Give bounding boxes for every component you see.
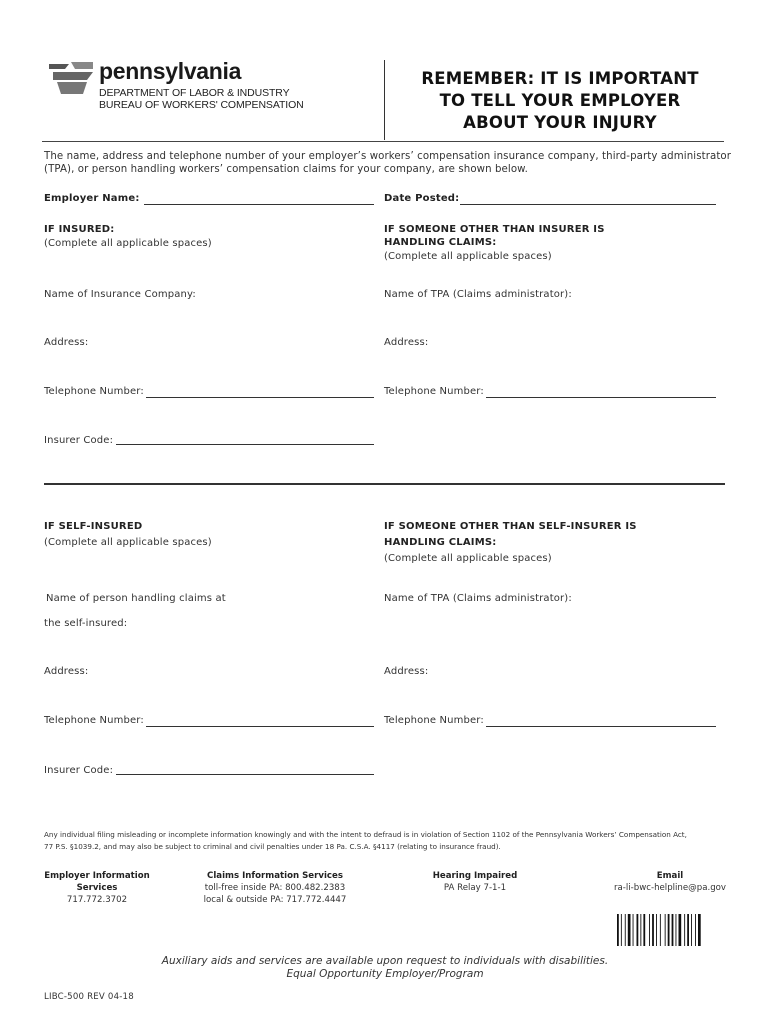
self-tpa-phone-label: Telephone Number: [384,715,484,726]
self-insured-note: (Complete all applicable spaces) [44,537,212,548]
insured-note: (Complete all applicable spaces) [44,238,212,249]
fraud-warning [44,829,734,853]
self-other-heading: HANDLING CLAIMS: [384,537,497,548]
insured-other-heading: IF SOMEONE OTHER THAN INSURER IS [384,224,605,235]
contact-phone: 717.772.3702 [66,895,128,905]
self-insurer-code-field[interactable] [116,774,374,775]
insured-address-label: Address: [44,337,89,348]
form-revision: LIBC-500 REV 04-18 [44,992,134,1002]
date-posted-field[interactable] [460,204,716,205]
header-divider [384,60,385,140]
intro-line: (TPA), or person handling workers’ compensation claims for your company, are shown below. [44,164,529,175]
insurer-code-field[interactable] [116,444,374,445]
email-contact [590,870,750,894]
employer-info-contact [30,870,164,906]
self-tpa-address-label: Address: [384,666,429,677]
intro-line: The name, address and telephone number of your employer’s workers’ compensation insurance company, third-party administrator [44,151,732,162]
hearing-impaired-contact [405,870,545,894]
claims-person-label: Name of person handling claims at [46,593,226,604]
intro-text [44,150,734,176]
claims-info-contact [190,870,360,906]
accessibility-notice [100,955,670,981]
contact-heading: Services [76,883,118,893]
contact-heading: Claims Information Services [207,871,343,881]
self-insured-phone-label: Telephone Number: [44,715,144,726]
employer-name-field[interactable] [144,204,374,205]
headline-line: TO TELL YOUR EMPLOYER [439,91,681,110]
section-divider [44,483,725,485]
bureau-name: BUREAU OF WORKERS' COMPENSATION [99,99,304,111]
contact-email[interactable]: ra-li-bwc-helpline@pa.gov [613,883,727,893]
headline [400,68,720,134]
contact-relay: PA Relay 7-1-1 [443,883,507,893]
employer-name-label: Employer Name: [44,193,140,204]
insured-phone-field[interactable] [146,397,374,398]
self-insurer-code-label: Insurer Code: [44,765,114,776]
headline-line: ABOUT YOUR INJURY [463,113,657,132]
tpa-phone-label: Telephone Number: [384,386,484,397]
contact-phone: toll-free inside PA: 800.482.2383 [204,883,346,893]
dept-name: DEPARTMENT OF LABOR & INDUSTRY [99,87,290,99]
self-other-note: (Complete all applicable spaces) [384,553,552,564]
tpa-phone-field[interactable] [486,397,716,398]
fraud-warning-line: 77 P.S. §1039.2, and may also be subject to criminal and civil penalties under 18 Pa. C.S.A. §4117 (relating to insurance fraud). [44,842,501,851]
pennsylvania-logo [47,58,307,118]
self-insured-address-label: Address: [44,666,89,677]
insured-other-heading: HANDLING CLAIMS: [384,237,497,248]
contact-phone: local & outside PA: 717.772.4447 [203,895,347,905]
accessibility-line: Auxiliary aids and services are available upon request to individuals with disabilities. [161,955,609,967]
barcode-icon [617,914,703,946]
self-tpa-name-label: Name of TPA (Claims administrator): [384,593,572,604]
insured-phone-label: Telephone Number: [44,386,144,397]
insurance-company-label: Name of Insurance Company: [44,289,196,300]
tpa-name-label: Name of TPA (Claims administrator): [384,289,572,300]
logo-wordmark: pennsylvania [99,58,242,84]
contact-heading: Email [656,871,684,881]
tpa-address-label: Address: [384,337,429,348]
insurer-code-label: Insurer Code: [44,435,114,446]
contact-heading: Hearing Impaired [432,871,518,881]
eeo-line: Equal Opportunity Employer/Program [286,968,484,980]
fraud-warning-line: Any individual filing misleading or incomplete information knowingly and with the intent to defraud is in violation of Section 1102 of the Pennsylvania Workers’ Compensation Act, [44,830,687,839]
self-insured-phone-field[interactable] [146,726,374,727]
headline-line: REMEMBER: IT IS IMPORTANT [421,69,699,88]
insured-other-note: (Complete all applicable spaces) [384,251,552,262]
claims-person-label: the self-insured: [44,618,128,629]
insured-heading: IF INSURED: [44,224,115,235]
self-tpa-phone-field[interactable] [486,726,716,727]
date-posted-label: Date Posted: [384,193,460,204]
self-insured-heading: IF SELF-INSURED [44,521,143,532]
header-rule [42,141,724,142]
keystone-logo-icon [47,60,95,96]
self-other-heading: IF SOMEONE OTHER THAN SELF-INSURER IS [384,521,637,532]
contact-heading: Employer Information [44,871,150,881]
